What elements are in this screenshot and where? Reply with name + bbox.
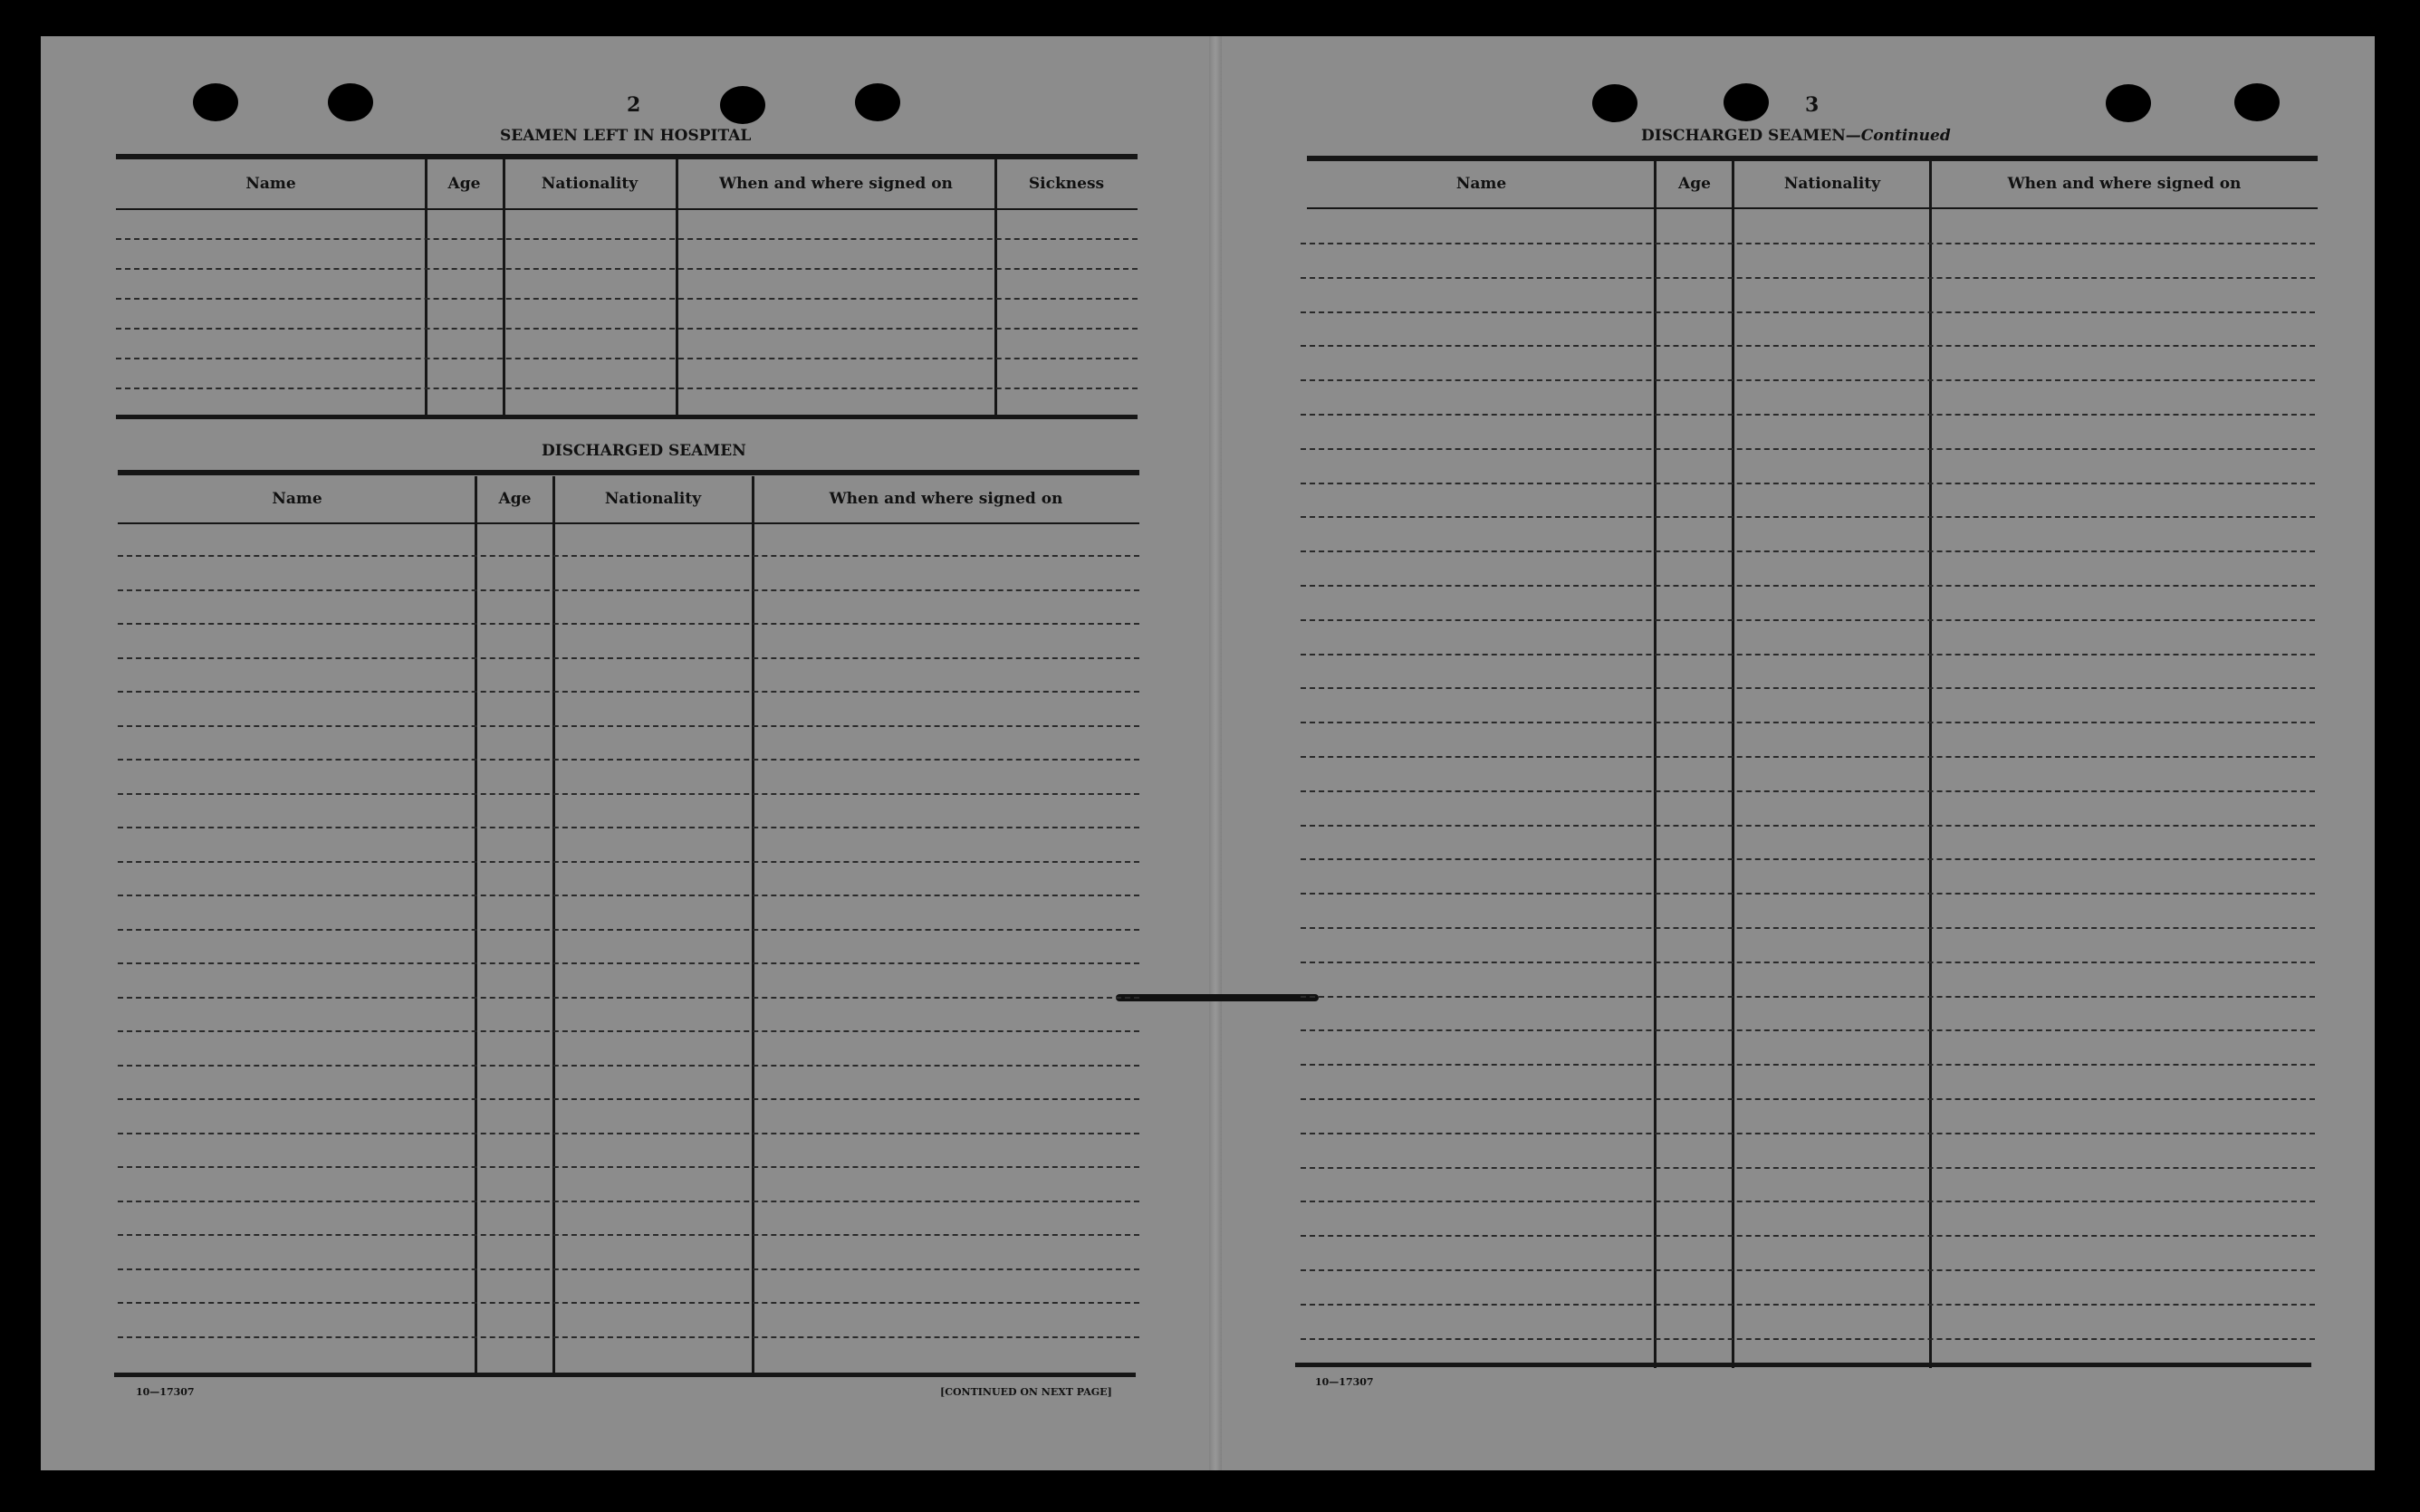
- punch-hole: [2234, 83, 2280, 121]
- hospital-header-rule: [116, 208, 1138, 210]
- continued-entry-line: [1301, 243, 2315, 244]
- continued-entry-line: [1301, 1269, 2315, 1271]
- binder-clip: [1116, 994, 1319, 1001]
- discharged-entry-line: [118, 1098, 1139, 1100]
- continued-col-divider: [1929, 161, 1932, 1368]
- page-fold: [1209, 36, 1222, 1470]
- punch-hole: [328, 83, 373, 121]
- form-code-right: 10—17307: [1315, 1376, 1374, 1388]
- continued-col-signed-on: When and where signed on: [2007, 175, 2242, 193]
- continued-entry-line: [1301, 962, 2315, 963]
- continued-entry-line: [1301, 379, 2315, 381]
- form-sheet: [41, 36, 2375, 1470]
- punch-hole: [1724, 83, 1769, 121]
- continued-entry-line: [1301, 790, 2315, 792]
- punch-hole: [720, 86, 765, 124]
- hospital-top-rule: [116, 154, 1138, 159]
- discharged-col-age: Age: [498, 490, 532, 508]
- continued-entry-line: [1301, 311, 2315, 313]
- continued-col-nationality: Nationality: [1783, 175, 1881, 193]
- continued-entry-line: [1301, 756, 2315, 758]
- continued-entry-line: [1301, 687, 2315, 689]
- discharged-entry-line: [118, 827, 1139, 828]
- continued-entry-line: [1301, 858, 2315, 860]
- hospital-col-divider: [503, 159, 505, 415]
- punch-hole: [2106, 84, 2151, 122]
- discharged-col-divider: [752, 476, 754, 1377]
- discharged-entry-line: [118, 1030, 1139, 1032]
- punch-hole: [193, 83, 238, 121]
- discharged-top-rule: [118, 470, 1139, 475]
- continued-entry-line: [1301, 1338, 2315, 1340]
- hospital-section-title: SEAMEN LEFT IN HOSPITAL: [500, 127, 752, 145]
- discharged-entry-line: [118, 1065, 1139, 1067]
- discharged-entry-line: [118, 1234, 1139, 1236]
- continued-entry-line: [1301, 585, 2315, 587]
- continued-entry-line: [1301, 345, 2315, 347]
- continued-col-name: Name: [1455, 175, 1507, 193]
- page-number-left: 2: [627, 93, 641, 117]
- continued-entry-line: [1301, 996, 2315, 998]
- punch-hole: [1592, 84, 1637, 122]
- discharged-title-main: DISCHARGED SEAMEN: [1641, 127, 1846, 145]
- discharged-entry-line: [118, 929, 1139, 931]
- discharged-entry-line: [118, 861, 1139, 863]
- discharged-title-suffix: —Continued: [1845, 127, 1951, 145]
- continued-entry-line: [1301, 1133, 2315, 1134]
- continued-entry-line: [1301, 893, 2315, 895]
- continued-header-rule: [1307, 207, 2318, 209]
- continued-entry-line: [1301, 1235, 2315, 1237]
- discharged-entry-line: [118, 1201, 1139, 1202]
- discharged-continued-title: [1641, 127, 1951, 145]
- discharged-col-divider: [475, 476, 477, 1377]
- discharged-entry-line: [118, 555, 1139, 557]
- discharged-entry-line: [118, 1133, 1139, 1134]
- discharged-entry-line: [118, 759, 1139, 761]
- discharged-entry-line: [118, 623, 1139, 625]
- continued-entry-line: [1301, 1029, 2315, 1031]
- continued-entry-line: [1301, 277, 2315, 279]
- discharged-entry-line: [118, 691, 1139, 693]
- discharged-section-title: DISCHARGED SEAMEN: [542, 442, 746, 460]
- continued-entry-line: [1301, 414, 2315, 416]
- discharged-entry-line: [118, 1166, 1139, 1168]
- discharged-entry-line: [118, 962, 1139, 964]
- continued-entry-line: [1301, 448, 2315, 450]
- discharged-col-signed-on: When and where signed on: [829, 490, 1063, 508]
- discharged-entry-line: [118, 895, 1139, 896]
- discharged-entry-line: [118, 1302, 1139, 1304]
- discharged-col-nationality: Nationality: [604, 490, 702, 508]
- continued-entry-line: [1301, 825, 2315, 827]
- hospital-bottom-rule: [116, 415, 1138, 419]
- continued-col-divider: [1654, 161, 1657, 1368]
- continued-entry-line: [1301, 722, 2315, 723]
- hospital-col-name: Name: [245, 175, 296, 193]
- continued-top-rule: [1307, 156, 2318, 161]
- hospital-col-age: Age: [447, 175, 481, 193]
- hospital-entry-line: [116, 388, 1138, 389]
- discharged-bottom-rule: [114, 1373, 1136, 1377]
- continued-entry-line: [1301, 1167, 2315, 1169]
- continued-entry-line: [1301, 1304, 2315, 1306]
- discharged-col-divider: [552, 476, 555, 1377]
- continued-entry-line: [1301, 619, 2315, 621]
- hospital-col-divider: [676, 159, 678, 415]
- continued-col-divider: [1732, 161, 1734, 1368]
- hospital-col-signed-on: When and where signed on: [719, 175, 953, 193]
- continued-entry-line: [1301, 483, 2315, 484]
- continued-entry-line: [1301, 516, 2315, 518]
- continued-note: [CONTINUED ON NEXT PAGE]: [940, 1386, 1112, 1398]
- discharged-entry-line: [118, 1268, 1139, 1270]
- discharged-entry-line: [118, 1336, 1139, 1338]
- discharged-entry-line: [118, 997, 1139, 999]
- continued-bottom-rule: [1295, 1363, 2311, 1367]
- continued-entry-line: [1301, 1098, 2315, 1100]
- continued-entry-line: [1301, 927, 2315, 929]
- discharged-entry-line: [118, 589, 1139, 591]
- hospital-entry-line: [116, 298, 1138, 300]
- hospital-col-sickness: Sickness: [1028, 175, 1105, 193]
- page-number-right: 3: [1805, 93, 1820, 117]
- discharged-col-name: Name: [272, 490, 322, 508]
- discharged-entry-line: [118, 725, 1139, 727]
- hospital-entry-line: [116, 328, 1138, 330]
- hospital-col-divider: [994, 159, 997, 415]
- continued-entry-line: [1301, 550, 2315, 552]
- discharged-entry-line: [118, 657, 1139, 659]
- continued-entry-line: [1301, 1064, 2315, 1066]
- hospital-entry-line: [116, 268, 1138, 270]
- discharged-header-rule: [118, 522, 1139, 524]
- form-code-left: 10—17307: [136, 1386, 195, 1398]
- punch-hole: [855, 83, 900, 121]
- continued-entry-line: [1301, 654, 2315, 656]
- hospital-col-nationality: Nationality: [541, 175, 639, 193]
- hospital-entry-line: [116, 238, 1138, 240]
- hospital-entry-line: [116, 358, 1138, 359]
- hospital-col-divider: [425, 159, 427, 415]
- discharged-entry-line: [118, 793, 1139, 795]
- continued-entry-line: [1301, 1201, 2315, 1202]
- continued-col-age: Age: [1678, 175, 1711, 193]
